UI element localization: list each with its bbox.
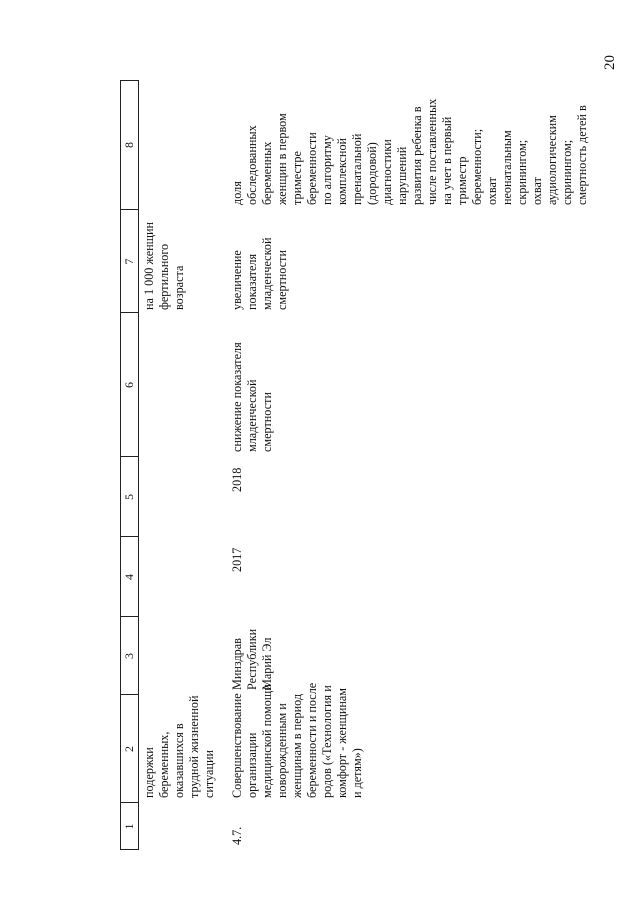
r47-col6-line-2: младенческой	[245, 379, 259, 452]
col-number-4: 4	[122, 574, 136, 580]
cont-col7-line-3: возраста	[172, 265, 186, 310]
cont-col2-line-1: подержки	[142, 747, 156, 798]
row-47-col7	[230, 210, 290, 310]
row-47-col2	[230, 682, 365, 798]
col-number-6: 6	[122, 382, 136, 388]
r47-col2-line-8: комфорт - женщинам	[335, 687, 349, 798]
r47-col2-line-3: медицинской помощи	[260, 684, 274, 798]
r47-col8-line-19: неонатальным	[500, 130, 514, 205]
r47-col8-line-2: обследованных	[245, 125, 259, 205]
continuation-col7	[142, 210, 187, 310]
r47-col8-line-5: триместре	[290, 151, 304, 205]
col-number-8: 8	[122, 142, 136, 148]
r47-col2-line-7: родов («Технология и	[320, 685, 334, 798]
col-number-3: 3	[122, 653, 136, 659]
r47-col8-line-17: беременности;	[470, 128, 484, 205]
r47-col8-line-24: смертность детей в	[575, 105, 589, 205]
cont-col7-line-1: на 1 000 женщин	[142, 221, 156, 310]
r47-col2-line-6: беременности и после	[305, 682, 319, 798]
r47-col2-line-9: и детям»)	[350, 748, 364, 798]
r47-col8-line-6: беременности	[305, 132, 319, 205]
r47-col2-line-1: Совершенствование	[230, 693, 244, 798]
row-47-col8	[230, 80, 590, 205]
r47-col8-line-20: скринингом;	[515, 139, 529, 205]
cont-col2-line-4: трудной жизненной	[187, 695, 201, 798]
r47-col2-line-5: женщинам в период	[290, 693, 304, 798]
row-47-col4: 2017	[230, 547, 244, 572]
r47-col8-line-7: по алгоритму	[320, 135, 334, 205]
r47-col8-line-22: аудиологическим	[545, 115, 559, 205]
r47-col7-line-2: показателя	[245, 253, 259, 310]
row-47-col6	[230, 312, 275, 452]
table-top-border	[120, 80, 121, 850]
r47-col7-line-4: смертности	[275, 250, 289, 310]
row-47-number: 4.7.	[230, 826, 244, 845]
r47-col6-line-1: снижение показателя	[230, 342, 244, 452]
r47-col8-line-12: нарушений	[395, 146, 409, 205]
header-bottom-border	[138, 80, 139, 850]
row-47-col5: 2018	[230, 467, 244, 492]
r47-col8-line-18: охват	[485, 177, 499, 205]
r47-col7-line-1: увеличение	[230, 250, 244, 310]
r47-col8-line-23: скринингом;	[560, 139, 574, 205]
r47-col8-line-3: беременных	[260, 141, 274, 205]
r47-col8-line-8: комплексной	[335, 137, 349, 205]
r47-col8-line-11: диагностики	[380, 139, 394, 205]
r47-col8-line-1: доля	[230, 181, 244, 205]
continuation-col2	[142, 693, 217, 798]
r47-col7-line-3: младенческой	[260, 237, 274, 310]
col-number-7: 7	[122, 258, 136, 265]
col-number-2: 2	[122, 746, 136, 752]
r47-col8-line-14: числе поставленных	[425, 98, 439, 205]
page-number: 20	[602, 55, 618, 70]
r47-col8-line-16: триместр	[455, 156, 469, 205]
r47-col8-line-9: пренатальной	[350, 133, 364, 205]
rotated-table	[120, 80, 620, 850]
r47-col8-line-15: на учет в первый	[440, 116, 454, 205]
cont-col2-line-5: ситуации	[202, 749, 216, 798]
r47-col8-line-21: охват	[530, 177, 544, 205]
r47-col8-line-4: женщин в первом	[275, 113, 289, 205]
r47-col8-line-10: (дородовой)	[365, 142, 379, 205]
r47-col3-line-2: Республики	[245, 628, 259, 690]
col-number-5: 5	[122, 494, 136, 500]
r47-col2-line-2: организации	[245, 732, 259, 798]
r47-col8-line-13: развития ребенка в	[410, 106, 424, 205]
r47-col6-line-3: смертности	[260, 392, 274, 452]
col-number-1: 1	[122, 823, 136, 830]
r47-col2-line-4: новорожденным и	[275, 703, 289, 798]
cont-col2-line-2: беременных,	[157, 731, 171, 798]
r47-col3-line-3: Марий Эл	[260, 637, 274, 690]
r47-col3-line-1: Минздрав	[230, 638, 244, 690]
cont-col2-line-3: оказавшихся в	[172, 723, 186, 798]
row-47-col3	[230, 615, 275, 690]
cont-col7-line-2: фертильного	[157, 243, 171, 310]
